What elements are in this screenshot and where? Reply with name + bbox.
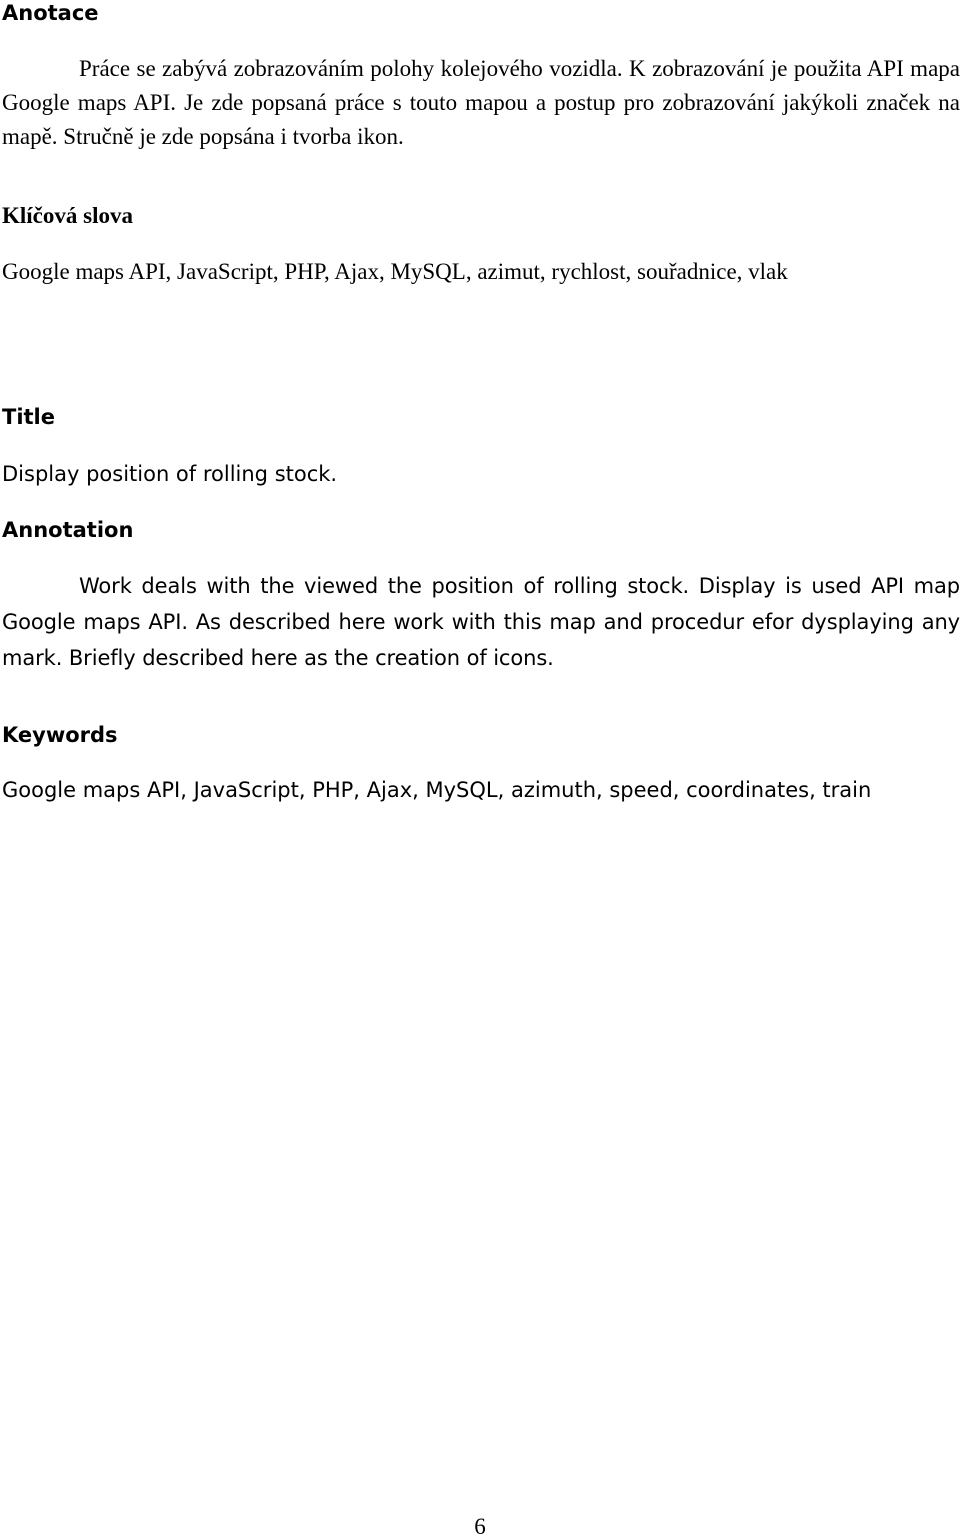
klicova-slova-text: Google maps API, JavaScript, PHP, Ajax, MySQL, azimut, rychlost, souřadnice, vlak [2,259,788,284]
annotation-paragraph: Work deals with the viewed the position of rolling stock. Display is used API map Google maps API. As described here work with this map and procedur efor dysplaying any mark. Briefly described here as the creation of icons. [2,574,960,670]
keywords-heading: Keywords [2,723,118,747]
anotace-heading: Anotace [2,1,99,25]
title-text: Display position of rolling stock. [2,462,338,486]
anotace-paragraph: Práce se zabývá zobrazováním polohy kolejového vozidla. K zobrazování je použita API mapa Google maps API. Je zde popsaná práce s touto mapou a postup pro zobrazování jakýkoli značek na mapě. Stručně je zde popsána i tvorba ikon. [2,56,960,149]
title-heading: Title [2,405,56,429]
page-number: 6 [474,1514,486,1539]
keywords-text: Google maps API, JavaScript, PHP, Ajax, MySQL, azimuth, speed, coordinates, train [2,778,872,802]
annotation-heading: Annotation [2,518,134,542]
klicova-slova-heading: Klíčová slova [2,203,133,228]
